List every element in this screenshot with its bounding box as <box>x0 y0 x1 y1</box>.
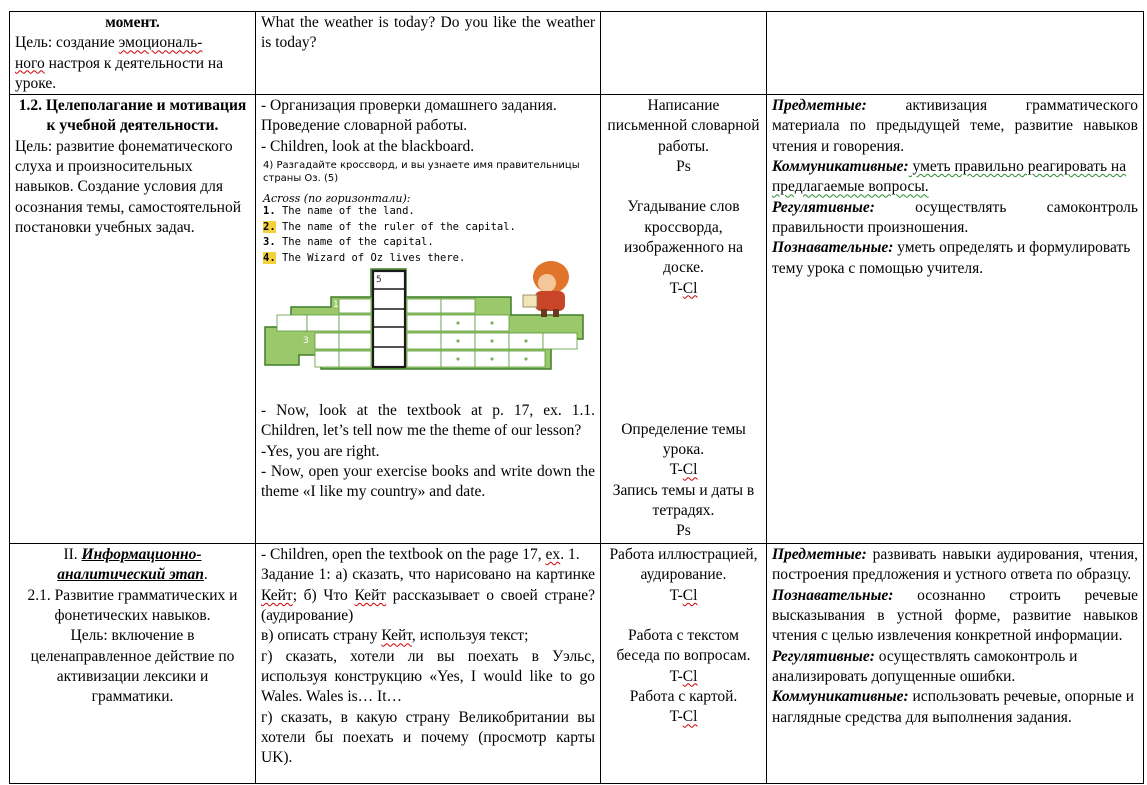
stage-heading: 1.2. Целеполагание и мотивация к учебной деятельности. <box>18 97 247 135</box>
crossword-clue: 3. The name of the capital. <box>263 236 434 249</box>
grid-number: 5 <box>376 275 382 286</box>
crossword-across-label: Across (по горизонтали): <box>263 192 411 206</box>
outcome-subject: Предметные: активизация грамматического материала по предыдущей теме, развитие навыков чтения и говорения. <box>772 97 1138 155</box>
crossword-grid <box>261 257 597 397</box>
student-activity: Угадывание слов кроссворда, изображенного на доске. <box>623 198 744 277</box>
crossword-task: 4) Разгадайте кроссворд, и вы узнаете имя правительницы страны Оз. (5) <box>263 160 580 185</box>
student-activity: Написание письменной словарной работы. <box>607 97 760 155</box>
outcome-cognitive: Познавательные: уметь определять и формулировать тему урока с помощью учителя. <box>772 239 1131 277</box>
teacher-line: - Организация проверки домашнего задания. <box>261 97 557 115</box>
teacher-activity-cell <box>256 12 601 95</box>
outcome-subject: Предметные: развивать навыки аудирования, чтения, построения предложения и устного ответа по образцу. <box>772 546 1138 584</box>
work-mode-code: T-Cl <box>669 279 698 297</box>
teacher-line: - Now, look at the textbook at p. 17, ex. 1.1. Children, let’s tell now me the theme of our lesson? <box>261 402 595 440</box>
stage-goal: Цель: развитие фонематического слуха и произносительных навыков. Создание условия для осознания темы, самостоятельной постановки учебных задач. <box>15 137 242 236</box>
teacher-line: -Yes, you are right. <box>261 442 380 460</box>
work-mode-code: Ps <box>676 158 691 176</box>
teacher-line: Проведение словарной работы. <box>261 117 468 135</box>
grid-number: 3 <box>303 336 309 347</box>
crossword-clue: 1. The name of the land. <box>263 205 415 218</box>
stage-heading: момент. <box>105 14 160 31</box>
stage-heading: II. Информационно-аналитический этап. <box>57 546 208 584</box>
crossword-figure <box>261 159 597 401</box>
table-row <box>10 95 1144 544</box>
student-activity: Работа иллюстрацией, аудирование. <box>609 546 758 584</box>
stage-cell <box>10 12 256 95</box>
student-activity: Запись темы и даты в тетрадях. <box>612 481 755 520</box>
crossword-clue: 4. The Wizard of Oz lives there. <box>263 251 466 264</box>
student-activity-cell <box>601 95 767 544</box>
student-activity: Работа с текстом беседа по вопросам. <box>616 627 751 665</box>
grid-number: 2 <box>267 318 273 329</box>
outcome-cognitive: Познавательные: осознанно строить речевые высказывания в устной форме, развитие навыков чтения с целью извлечения конкретной информации. <box>772 586 1138 645</box>
work-mode-code: T-Cl <box>669 586 698 604</box>
work-mode-code: Ps <box>676 522 691 540</box>
table-row <box>10 12 1144 95</box>
teacher-line: - Children, open the textbook on the page 17, ex. 1. <box>261 546 580 564</box>
outcome-communicative: Коммуникативные: уметь правильно реагировать на предлагаемые вопросы. <box>772 158 1127 196</box>
outcomes-cell <box>767 544 1144 784</box>
table-row <box>10 544 1144 784</box>
student-activity-cell <box>601 544 767 784</box>
grid-number: 1 <box>333 300 339 311</box>
teacher-line: Задание 1: а) сказать, что нарисовано на картинке Кейт; б) Что Кейт рассказывает о своей стране? (аудирование) <box>261 566 596 625</box>
stage-cell <box>10 95 256 544</box>
stage-cell <box>10 544 256 784</box>
work-mode-code: T-Cl <box>669 461 698 479</box>
teacher-line: - Now, open your exercise books and write down the theme «I like my country» and date. <box>261 462 595 501</box>
stage-subheading: 2.1. Развитие грамматических и фонетических навыков. <box>27 586 238 625</box>
student-activity: Определение темы урока. <box>621 420 746 459</box>
student-activity: Работа с картой. <box>629 687 738 705</box>
stage-goal: Цель: создание эмоциональ- ного настроя к деятельности на уроке. <box>15 34 224 92</box>
teacher-text: What the weather is today? Do you like the weather is today? <box>261 14 595 52</box>
outcome-regulatory: Регулятивные: осуществлять самоконтроль правильности произношения. <box>772 198 1138 236</box>
work-mode-code: T-Cl <box>669 708 698 726</box>
work-mode-code: T-Cl <box>669 667 698 685</box>
stage-goal: Цель: включение в целенаправленное действие по активизации лексики и грамматики. <box>30 627 235 706</box>
lesson-plan-table <box>9 11 1144 784</box>
grid-number: 4 <box>303 356 309 367</box>
outcomes-cell <box>767 12 1144 95</box>
teacher-line: г) сказать, в какую страну Великобритании вы хотели бы поехать и почему (просмотр карты UK). <box>261 708 595 767</box>
wizard-illustration <box>523 261 569 317</box>
crossword-clue: 2. The name of the ruler of the capital. <box>263 220 516 233</box>
outcomes-cell <box>767 95 1144 544</box>
teacher-activity-cell <box>256 95 601 544</box>
student-activity-cell <box>601 12 767 95</box>
teacher-line: в) описать страну Кейт, используя текст; <box>261 627 529 645</box>
teacher-line: - Children, look at the blackboard. <box>261 137 475 155</box>
outcome-regulatory: Регулятивные: осуществлять самоконтроль и анализировать допущенные ошибки. <box>772 647 1078 685</box>
teacher-activity-cell <box>256 544 601 784</box>
teacher-line: г) сказать, хотели ли вы поехать в Уэльс, используя конструкцию «Yes, I would like to go Wales. Wales is… It… <box>261 647 595 706</box>
outcome-communicative: Коммуникативные: использовать речевые, опорные и наглядные средства для выполнения задания. <box>772 688 1135 726</box>
